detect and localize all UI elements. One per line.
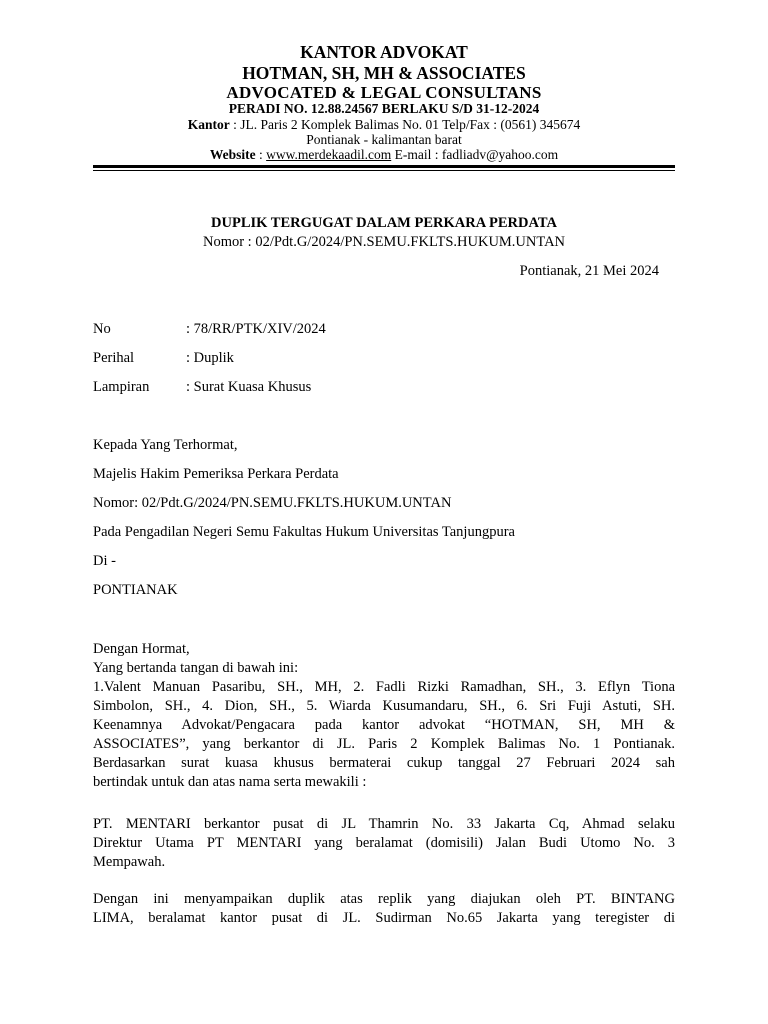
website-label: Website <box>209 147 256 162</box>
paragraph-line: PT. MENTARI berkantor pusat di JL Thamrin No. 33 Jakarta Cq, Ahmad selaku <box>93 816 675 832</box>
letterhead-firm-type: KANTOR ADVOKAT <box>300 42 468 62</box>
letter-date: Pontianak, 21 Mei 2024 <box>519 263 659 279</box>
letterhead-divider-thin <box>93 170 675 171</box>
letterhead-city: Pontianak - kalimantan barat <box>306 132 462 147</box>
meta-key: Perihal <box>93 350 135 366</box>
letterhead-divider-thick <box>93 165 675 168</box>
client-paragraph <box>93 815 675 872</box>
paragraph-line: Dengan ini menyampaikan duplik atas replik yang diajukan oleh PT. BINTANG <box>93 891 675 907</box>
paragraph-line: Simbolon, SH., 4. Dion, SH., 5. Wiarda Kusumandaru, SH., 6. Sri Fuji Astuti, SH. <box>93 698 675 714</box>
address-line: Nomor: 02/Pdt.G/2024/PN.SEMU.FKLTS.HUKUM.UNTAN <box>93 495 452 511</box>
case-number: Nomor : 02/Pdt.G/2024/PN.SEMU.FKLTS.HUKUM.UNTAN <box>202 234 566 250</box>
address-line: PONTIANAK <box>93 582 178 598</box>
website-separator: : <box>255 147 267 162</box>
document-title: DUPLIK TERGUGAT DALAM PERKARA PERDATA <box>211 215 557 231</box>
salutation: Dengan Hormat, <box>93 641 190 657</box>
letterhead-firm-name: HOTMAN, SH, MH & ASSOCIATES <box>242 63 526 83</box>
address-line: Majelis Hakim Pemeriksa Perkara Perdata <box>93 466 339 482</box>
paragraph-line: Direktur Utama PT MENTARI yang beralamat (domisili) Jalan Budi Utomo No. 3 <box>93 835 675 851</box>
meta-value: : 78/RR/PTK/XIV/2024 <box>186 321 326 337</box>
email-text: E-mail : fadliadv@yahoo.com <box>391 147 559 162</box>
letterhead-contact <box>93 147 675 163</box>
meta-value: : Duplik <box>186 350 234 366</box>
address-line: Di - <box>93 553 116 569</box>
paragraph-line: Keenamnya Advokat/Pengacara pada kantor advokat “HOTMAN, SH, MH & <box>93 717 675 733</box>
address-line: Pada Pengadilan Negeri Semu Fakultas Hukum Universitas Tanjungpura <box>93 524 515 540</box>
intro-line: Yang bertanda tangan di bawah ini: <box>93 660 299 676</box>
letterhead-office-address <box>93 117 675 133</box>
letterhead-tagline: ADVOCATED & LEGAL CONSULTANS <box>226 83 542 102</box>
address-line: Kepada Yang Terhormat, <box>93 437 238 453</box>
website-link[interactable]: www.merdekaadil.com <box>266 147 392 162</box>
salutation-and-intro <box>93 640 675 792</box>
meta-key: No <box>93 321 111 337</box>
paragraph-line: ASSOCIATES”, yang berkantor di JL. Paris 2 Komplek Balimas No. 1 Pontianak. <box>93 736 675 752</box>
office-address-text: : JL. Paris 2 Komplek Balimas No. 01 Telp/Fax : (0561) 345674 <box>229 117 581 132</box>
duplik-paragraph <box>93 890 675 928</box>
paragraph-line: LIMA, beralamat kantor pusat di JL. Sudirman No.65 Jakarta yang teregister di <box>93 910 675 926</box>
letterhead-registration: PERADI NO. 12.88.24567 BERLAKU S/D 31-12-2024 <box>228 101 540 116</box>
paragraph-line: 1.Valent Manuan Pasaribu, SH., MH, 2. Fadli Rizki Ramadhan, SH., 3. Eflyn Tiona <box>93 679 675 695</box>
meta-key: Lampiran <box>93 379 150 395</box>
paragraph-line: Mempawah. <box>93 854 166 870</box>
office-label: Kantor <box>187 117 230 132</box>
meta-value: : Surat Kuasa Khusus <box>186 379 312 395</box>
paragraph-line: Berdasarkan surat kuasa khusus bermaterai cukup tanggal 27 Februari 2024 sah <box>93 755 675 771</box>
paragraph-line: bertindak untuk dan atas nama serta mewakili : <box>93 774 367 790</box>
